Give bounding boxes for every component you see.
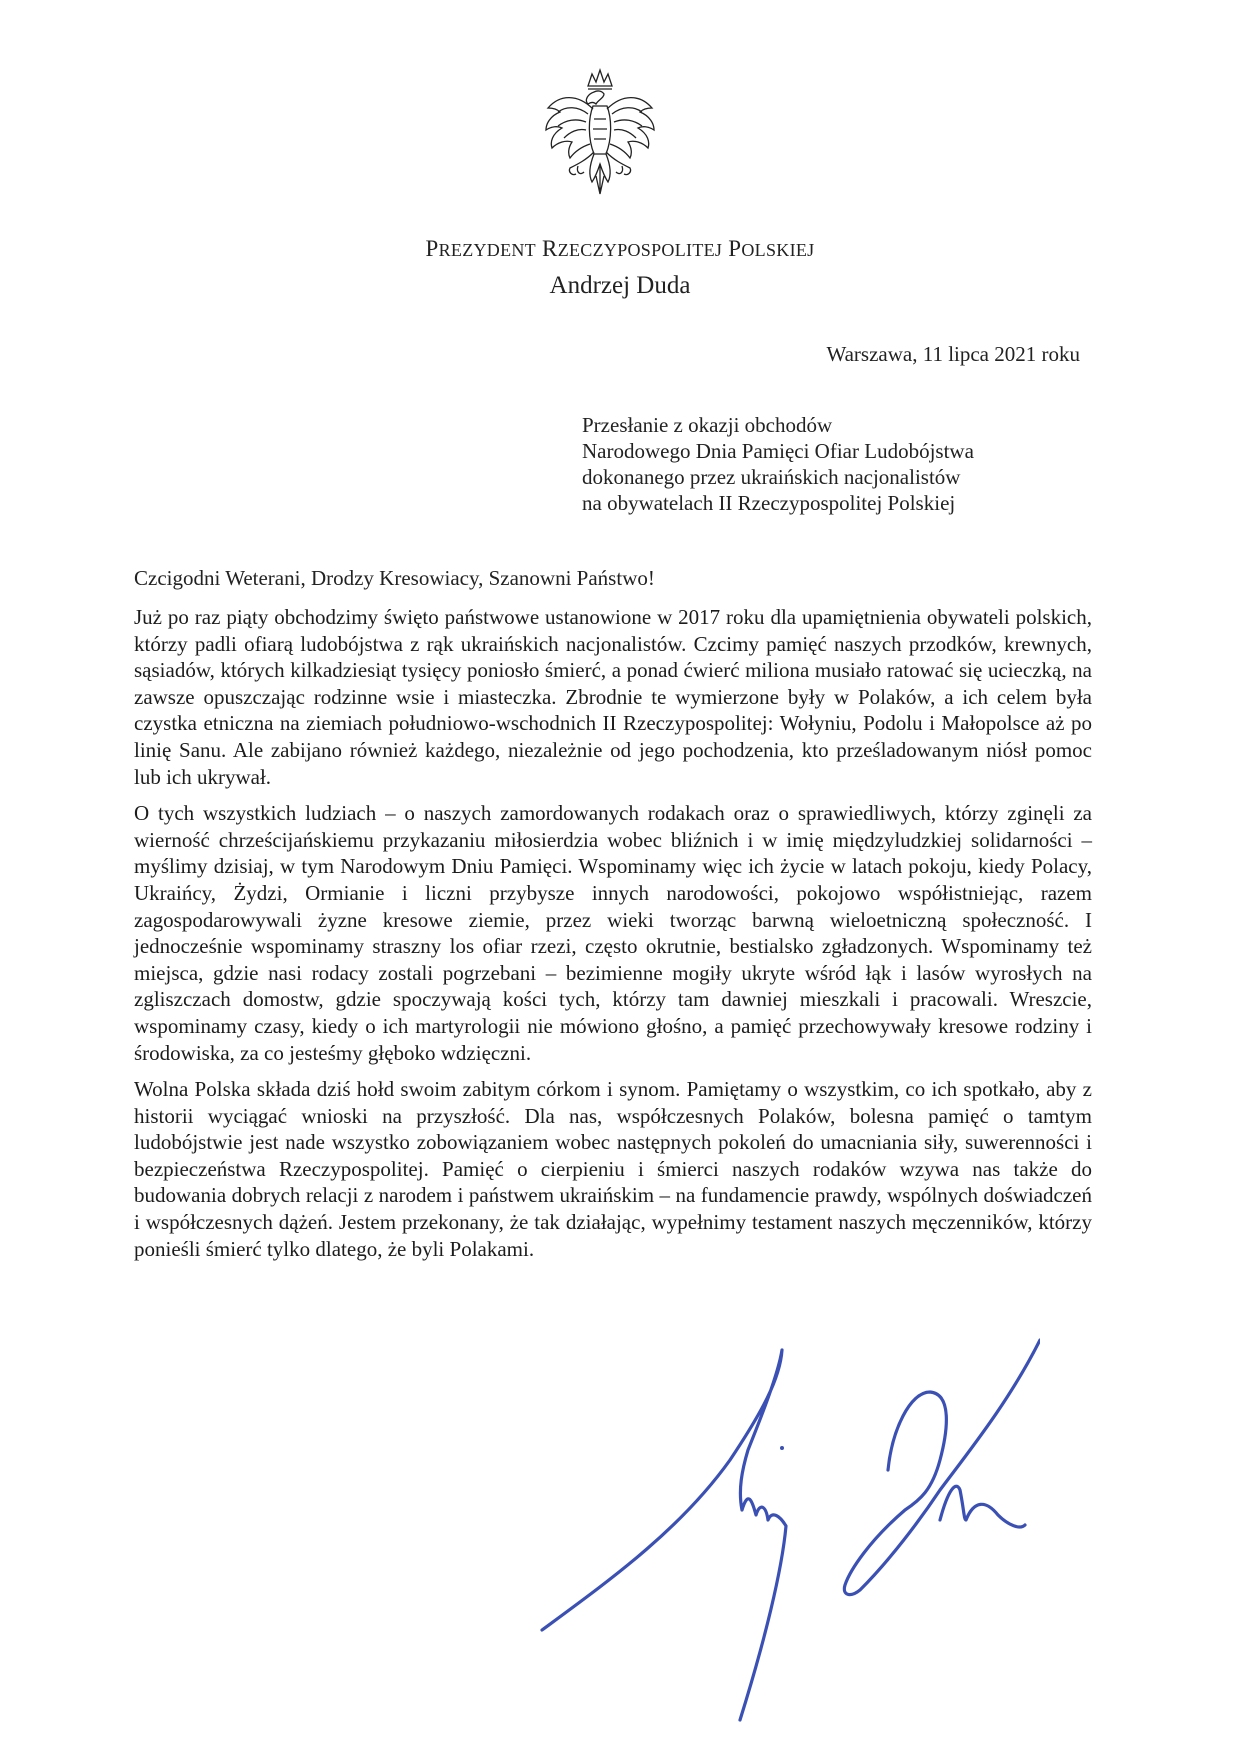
title-rest: REZYDENT (438, 240, 536, 260)
subject-line: na obywatelach II Rzeczypospolitej Polskiej (582, 491, 956, 515)
letter-body (134, 604, 1092, 1272)
handwritten-signature-icon (520, 1320, 1040, 1740)
letterhead-title (0, 236, 1240, 262)
salutation: Czcigodni Weterani, Drodzy Kresowiacy, Szanowni Państwo! (134, 566, 655, 590)
title-rest: OLSKIEJ (741, 240, 815, 260)
subject-line: Narodowego Dnia Pamięci Ofiar Ludobójstwa (582, 439, 974, 463)
title-initial: R (542, 236, 558, 261)
paragraph: O tych wszystkich ludziach – o naszych zamordowanych rodakach oraz o sprawiedliwych, którzy zginęli za wierność chrześcijańskiemu przykazaniu miłosierdzia wobec bliźnich i w imię międzyludzkiej solidarności – myślimy dzisiaj, w tym Narodowym Dniu Pamięci. Wspominamy więc ich życie w latach pokoju, kiedy Polacy, Ukraińcy, Żydzi, Ormianie i liczni przybysze innych narodowości, pokojowo współistniejąc, razem zagospodarowywali żyzne kresowe ziemie, przez wieki tworząc barwną wieloetniczną społeczność. I jednocześnie wspominamy straszny los ofiar rzezi, często okrutnie, bestialsko zgładzonych. Wspominamy też miejsca, gdzie nasi rodacy zostali pogrzebani – bezimienne mogiły ukryte wśród łąk i lasów wyrosłych na zgliszczach domostw, gdzie spoczywają kości tych, którzy tam dawniej mieszkali i pracowali. Wreszcie, wspominamy czasy, kiedy o ich martyrologii nie mówiono głośno, a pamięć przechowywały kresowe rodziny i środowiska, za co jesteśmy głęboko wdzięczni. (134, 801, 1092, 1065)
paragraph: Wolna Polska składa dziś hołd swoim zabitym córkom i synom. Pamiętamy o wszystkim, co ich spotkało, aby z historii wyciągać wnioski na przyszłość. Dla nas, współczesnych Polaków, bolesna pamięć o tamtym ludobójstwie jest nade wszystko zobowiązaniem wobec następnych pokoleń do umacniania siły, suwerenności i bezpieczeństwa Rzeczypospolitej. Pamięć o cierpieniu i śmierci naszych rodaków wzywa nas także do budowania dobrych relacji z narodem i państwem ukraińskim – na fundamencie prawdy, wspólnych doświadczeń i współczesnych dążeń. Jestem przekonany, że tak działając, wypełnimy testament naszych męczenników, którzy ponieśli śmierć tylko dlatego, że byli Polakami. (134, 1077, 1092, 1261)
letter-subject (582, 412, 974, 516)
subject-line: Przesłanie z okazji obchodów (582, 413, 833, 437)
title-initial: P (728, 236, 742, 261)
polish-eagle-emblem-icon (538, 64, 662, 204)
date-line: Warszawa, 11 lipca 2021 roku (826, 342, 1080, 366)
paragraph: Już po raz piąty obchodzimy święto państwowe ustanowione w 2017 roku dla upamiętnienia obywateli polskich, którzy padli ofiarą ludobójstwa z rąk ukraińskich nacjonalistów. Czcimy pamięć naszych przodków, krewnych, sąsiadów, których kilkadziesiąt tysięcy poniosło śmierć, a ponad ćwierć miliona musiało ratować się ucieczką, na zawsze opuszczając rodzinne wsie i miasteczka. Zbrodnie te wymierzone były w Polaków, a ich celem była czystka etniczna na ziemiach południowo-wschodnich II Rzeczypospolitej: Wołyniu, Podolu i Małopolsce aż po linię Sanu. Ale zabijano również każdego, niezależnie od jego pochodzenia, kto prześladowanym niósł pomoc lub ich ukrywał. (134, 605, 1092, 789)
title-initial: P (425, 236, 439, 261)
subject-line: dokonanego przez ukraińskich nacjonalistów (582, 465, 961, 489)
letterhead-name: Andrzej Duda (549, 272, 691, 299)
title-rest: ZECZYPOSPOLITEJ (557, 240, 723, 260)
